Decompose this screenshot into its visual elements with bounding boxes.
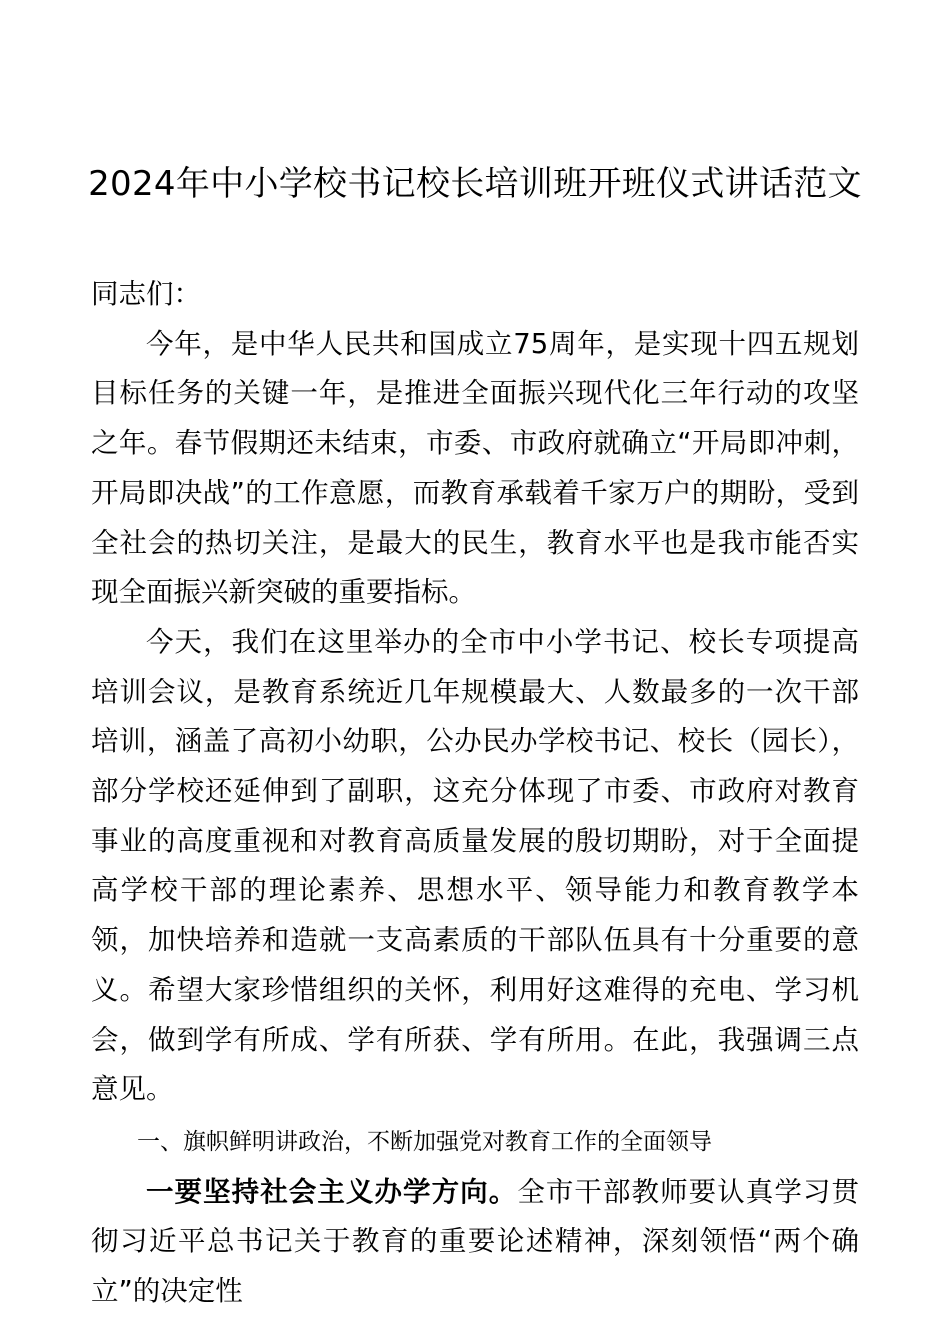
paragraph-1: 今年，是中华人民共和国成立75周年，是实现十四五规划目标任务的关键一年，是推进全面振兴现代化三年行动的攻坚之年。春节假期还未结束，市委、市政府就确立“开局即冲刺，开局即决战”的工作意愿，而教育承载着千家万户的期盼，受到全社会的热切关注，是最大的民生，教育水平也是我市能否实现全面振兴新突破的重要指标。 (91, 327, 859, 609)
paragraph-2: 今天，我们在这里举办的全市中小学书记、校长专项提高培训会议，是教育系统近几年规模最大、人数最多的一次干部培训，涵盖了高初小幼职，公办民办学校书记、校长（园长），部分学校还延伸到了副职，这充分体现了市委、市政府对教育事业的高度重视和对教育高质量发展的殷切期盼，对于全面提高学校干部的理论素养、思想水平、领导能力和教育教学本领，加快培养和造就一支高素质的干部队伍具有十分重要的意义。希望大家珍惜组织的关怀，利用好这难得的充电、学习机会，做到学有所成、学有所获、学有所用。在此，我强调三点意见。 (91, 625, 859, 1106)
document-title: 2024年中小学校书记校长培训班开班仪式讲话范文 (88, 164, 862, 204)
section-heading: 一、旗帜鲜明讲政治，不断加强党对教育工作的全面领导 (137, 1128, 712, 1155)
point-paragraph (91, 1168, 859, 1317)
point-lead: 一要坚持社会主义办学方向。 (146, 1175, 518, 1208)
document-body (91, 270, 859, 1317)
salutation: 同志们： (91, 278, 201, 310)
point-text: 全市干部教师要认真学习贯彻习近平总书记关于教育的重要论述精神，深刻领悟“两个确立”的决定性 (91, 1175, 859, 1308)
